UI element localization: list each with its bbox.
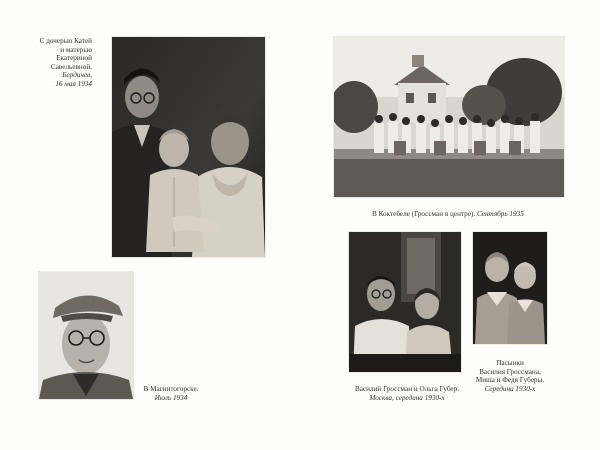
photo-koktebel-group <box>334 37 564 197</box>
caption-line: В Магнитогорске. <box>143 385 199 393</box>
caption-date: Июль 1934 <box>154 393 188 402</box>
caption-koktebel <box>372 210 572 219</box>
caption-line: Екатериной <box>56 54 92 63</box>
caption-date: 16 мая 1934 <box>55 79 92 88</box>
caption-misha-fedya <box>470 359 550 393</box>
caption-grossman-guber <box>342 385 472 402</box>
photo-family-portrait <box>112 37 265 257</box>
caption-line: С дочерью Катей <box>39 37 92 45</box>
caption-family-portrait <box>20 37 92 89</box>
caption-line: Миша и Федя Губеры. <box>475 376 545 385</box>
caption-date: Сентябрь 1935 <box>476 210 524 218</box>
caption-line: Василия Гроссмана, <box>479 367 541 376</box>
right-page <box>300 0 600 450</box>
photo-magnitogorsk-portrait <box>39 272 133 399</box>
caption-line: В Коктебеле (Гроссман в центре). <box>372 210 476 218</box>
caption-line: Василий Гроссман и Ольга Губер. <box>354 385 460 393</box>
photo-misha-fedya-guber <box>473 232 547 344</box>
caption-magnitogorsk <box>136 385 206 402</box>
photo-grossman-guber <box>349 232 461 372</box>
caption-place-date: Москва, середина 1930-х <box>369 393 445 402</box>
caption-line: и матерью <box>60 45 92 54</box>
caption-line: Пасынки <box>496 359 524 367</box>
caption-line: Савельевной. <box>50 62 92 71</box>
caption-place: Бердичев, <box>62 71 92 80</box>
caption-date: Середина 1930-х <box>484 384 536 393</box>
